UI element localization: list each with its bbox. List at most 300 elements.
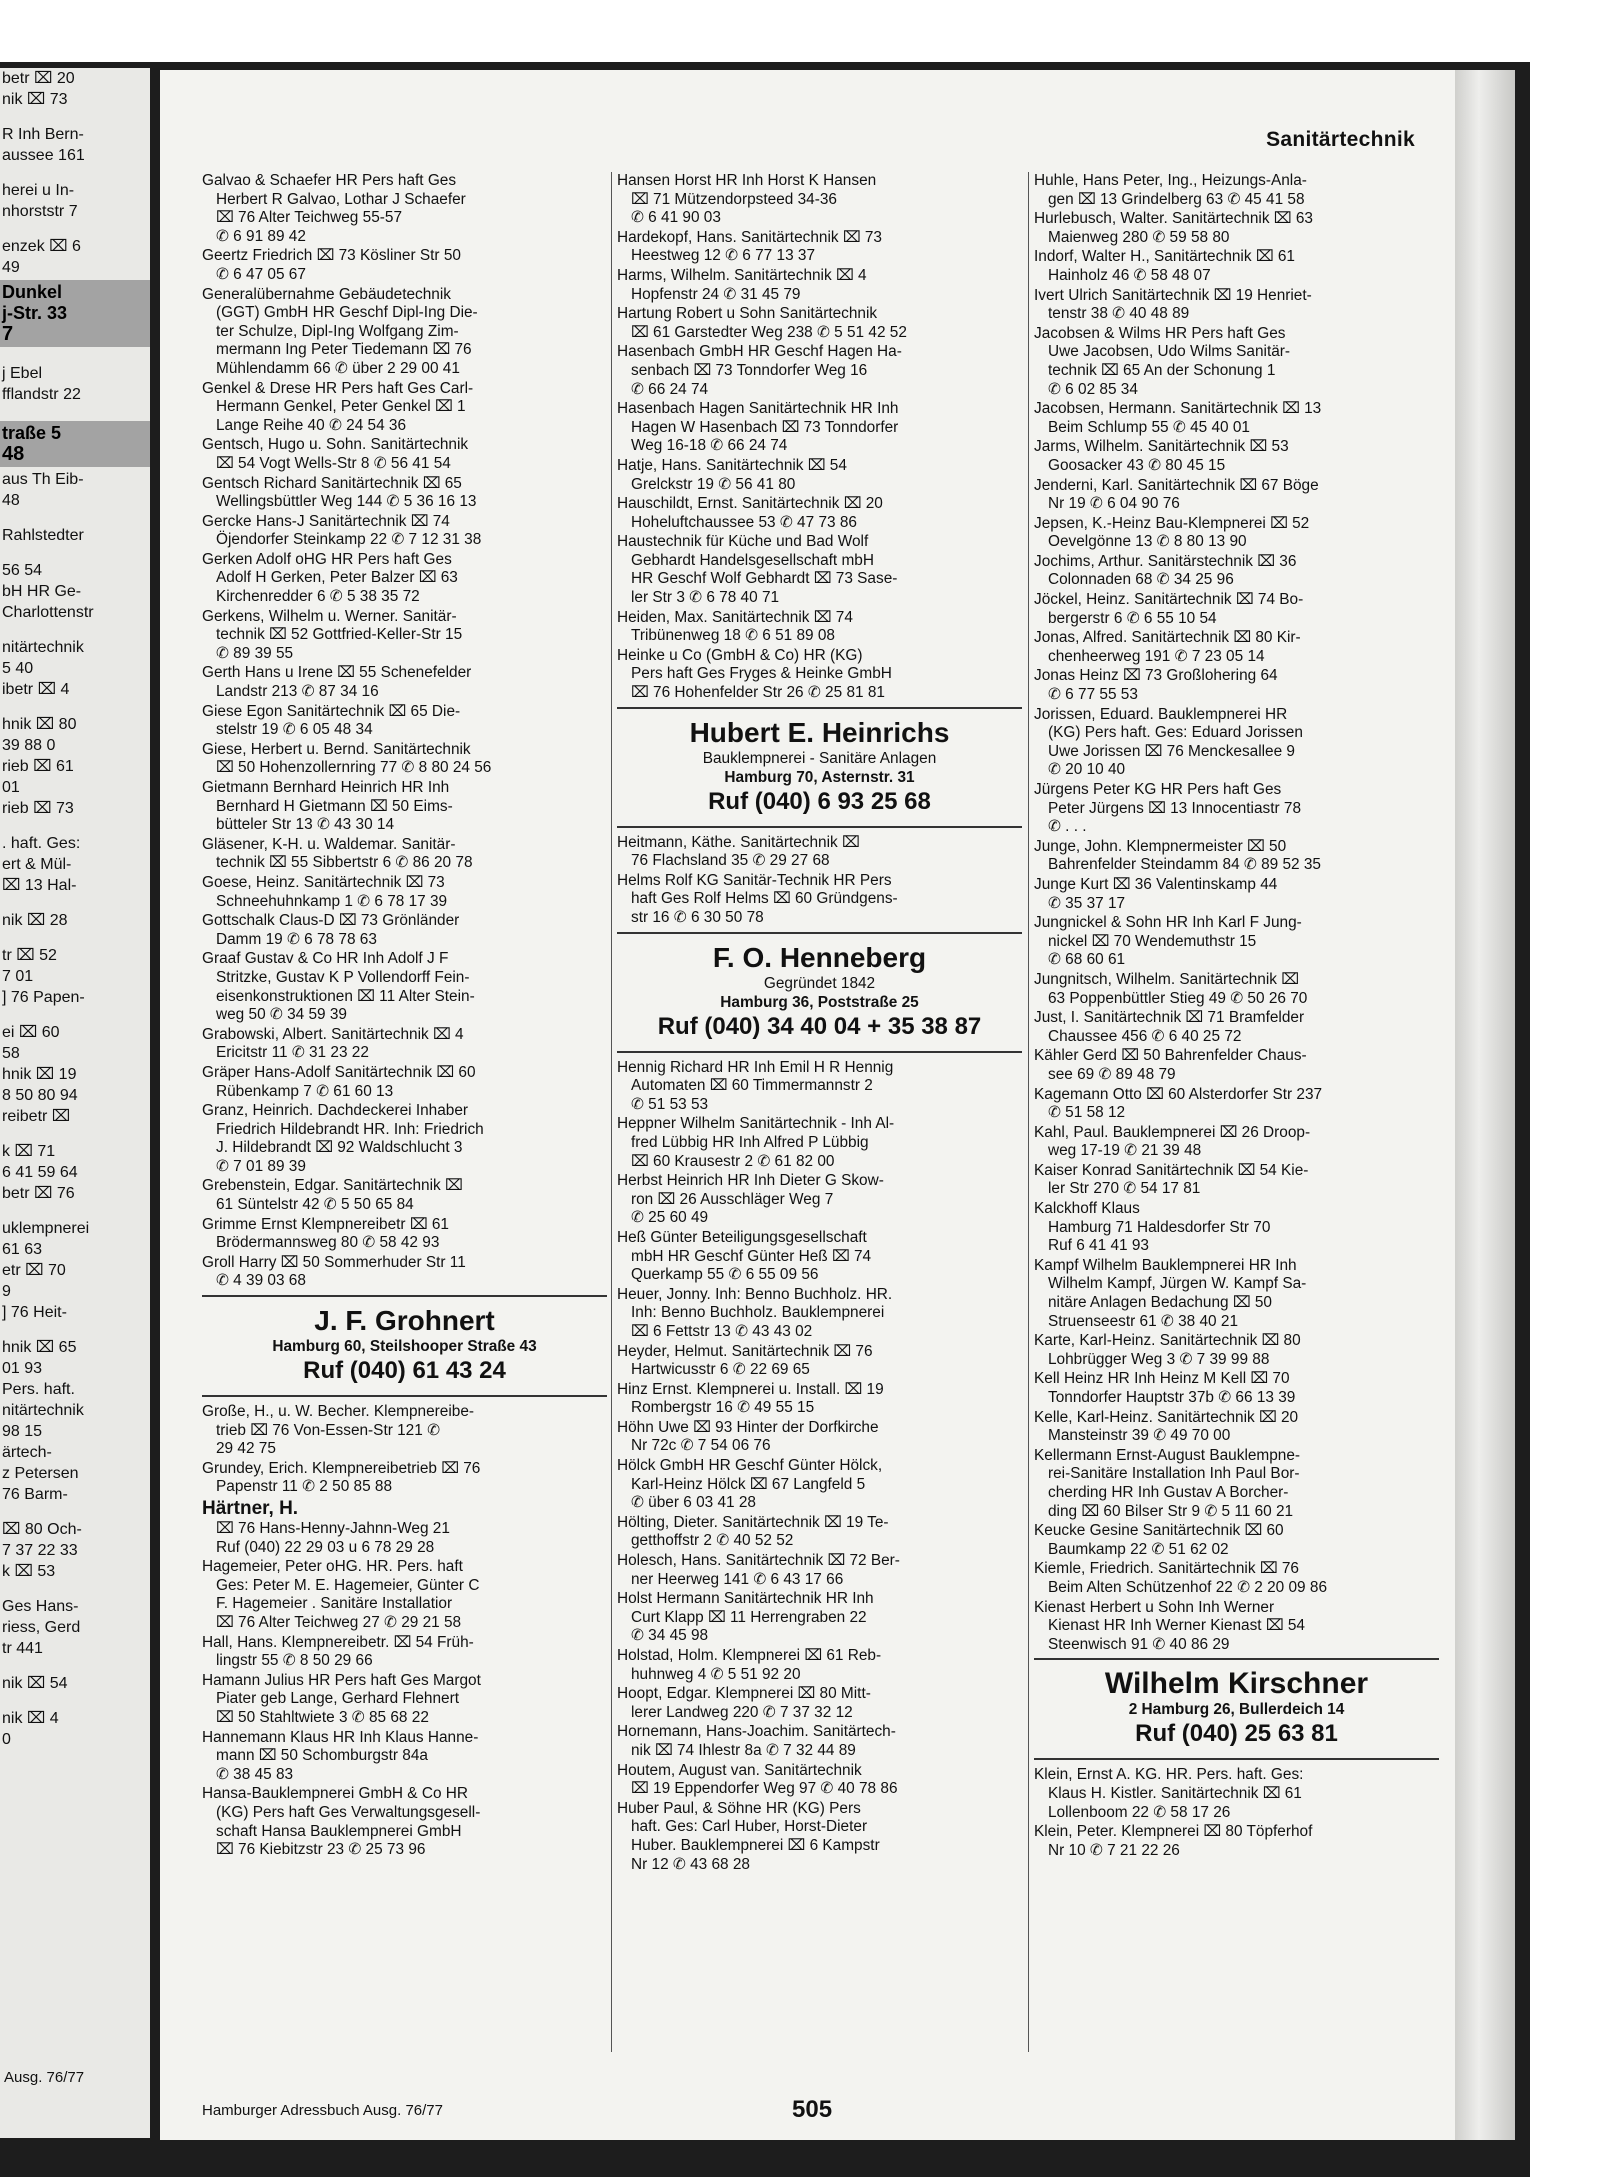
entry-name-line: Karte, Karl-Heinz. Sanitärtechnik ⌧ 80 — [1034, 1332, 1301, 1350]
entry-name-line: Gentsch Richard Sanitärtechnik ⌧ 65 — [202, 474, 462, 492]
left-page-line: 76 Barm- — [2, 1486, 68, 1503]
directory-entry — [202, 1403, 607, 1459]
entry-detail-line: Inh: Benno Buchholz. Bauklempnerei — [631, 1304, 885, 1322]
entry-name-line: Grimme Ernst Klempnereibetr ⌧ 61 — [202, 1215, 449, 1233]
entry-name-line: Kagemann Otto ⌧ 60 Alsterdorfer Str 237 — [1034, 1085, 1323, 1103]
left-page-line: 56 54 — [2, 562, 43, 579]
left-page-line: R Inh Bern- — [2, 126, 84, 143]
directory-entry — [202, 247, 607, 284]
entry-detail-line: Brödermannsweg 80 ✆ 58 42 93 — [216, 1234, 440, 1252]
entry-name-line: Jonas Heinz ⌧ 73 Großlohering 64 — [1034, 667, 1278, 685]
left-page-line: aussee 161 — [2, 147, 85, 164]
entry-name-line: Jenderni, Karl. Sanitärtechnik ⌧ 67 Böge — [1034, 476, 1319, 494]
entry-detail-line: nickel ⌧ 70 Wendemuthstr 15 — [1048, 932, 1257, 950]
entry-detail-line: eisenkonstruktionen ⌧ 11 Alter Stein- — [216, 987, 475, 1005]
left-page-line: 5 40 — [2, 660, 34, 677]
entry-name-line: Hauschildt, Ernst. Sanitärtechnik ⌧ 20 — [617, 495, 883, 513]
column-divider — [611, 172, 612, 2052]
directory-entry — [202, 703, 607, 740]
left-page-lines-top — [0, 68, 150, 278]
page-number: 505 — [792, 2096, 833, 2123]
directory-entry — [617, 533, 1022, 607]
directory-entry — [202, 1558, 607, 1632]
left-page-spacer — [0, 511, 150, 525]
entry-name-line: Hurlebusch, Walter. Sanitärtechnik ⌧ 63 — [1034, 210, 1313, 228]
left-page-spacer — [0, 1505, 150, 1519]
entry-detail-line: ✆ 4 39 03 68 — [216, 1272, 306, 1290]
left-page-line: aus Th Eib- — [2, 471, 84, 488]
entry-name-line: Heppner Wilhelm Sanitärtechnik - Inh Al- — [617, 1115, 895, 1133]
left-page-line: 98 15 — [2, 1423, 43, 1440]
entry-name-line: Jürgens Peter KG HR Pers haft Ges — [1034, 781, 1282, 798]
entry-detail-line: ✆ 51 53 53 — [631, 1095, 709, 1113]
entry-name-line: Klein, Ernst A. KG. HR. Pers. haft. Ges: — [1034, 1766, 1304, 1784]
directory-entry — [617, 1552, 1022, 1589]
ad-address: 2 Hamburg 26, Bullerdeich 14 — [1128, 1701, 1345, 1719]
column-2 — [617, 172, 1022, 1875]
entry-name-line: Holst Hermann Sanitärtechnik HR Inh — [617, 1590, 874, 1608]
entry-detail-line: Herbert R Galvao, Lothar J Schaefer — [216, 190, 466, 208]
directory-entry — [1034, 325, 1439, 399]
entry-detail-line: ✆ . . . — [1048, 818, 1087, 836]
entry-detail-line: fred Lübbig HR Inh Alfred P Lübbig — [631, 1133, 869, 1151]
directory-entry — [202, 1498, 607, 1557]
entry-detail-line: ner Heerweg 141 ✆ 6 43 17 66 — [631, 1570, 844, 1588]
left-page-line: Charlottenstr — [2, 604, 94, 621]
entry-name-line: Holstad, Holm. Klempnerei ⌧ 61 Reb- — [617, 1647, 882, 1664]
entry-detail-line: ✆ 89 39 55 — [216, 644, 294, 662]
entry-detail-line: Hainholz 46 ✆ 58 48 07 — [1048, 266, 1211, 284]
left-page-line: 0 — [2, 1731, 11, 1748]
left-page-line: 58 — [2, 1045, 20, 1062]
entry-detail-line: str 16 ✆ 6 30 50 78 — [631, 909, 764, 926]
entry-name-line: Hamann Julius HR Pers haft Ges Margot — [202, 1671, 481, 1689]
directory-entry — [1034, 629, 1439, 666]
entry-name-line: Granz, Heinrich. Dachdeckerei Inhaber — [202, 1102, 469, 1120]
ad-company-name: Wilhelm Kirschner — [1104, 1667, 1369, 1701]
left-page-spacer — [0, 1204, 150, 1218]
entry-detail-line: Uwe Jacobsen, Udo Wilms Sanitär- — [1048, 343, 1291, 361]
left-page-line: Pers. haft. — [2, 1381, 75, 1398]
entry-name-line: Huhle, Hans Peter, Ing., Heizungs-Anla- — [1034, 172, 1307, 189]
directory-entry — [617, 1590, 1022, 1646]
entry-detail-line: weg 50 ✆ 34 59 39 — [216, 1006, 347, 1024]
directory-entry — [202, 513, 607, 550]
entry-name-line: Galvao & Schaefer HR Pers haft Ges — [202, 172, 457, 189]
left-page-spacer — [0, 1659, 150, 1673]
entry-name-line: Heß Günter Beteiligungsgesellschaft — [617, 1228, 867, 1246]
entry-detail-line: rei-Sanitäre Installation Inh Paul Bor- — [1048, 1465, 1300, 1483]
directory-entry — [1034, 781, 1439, 837]
entry-detail-line: Automaten ⌧ 60 Timmermannstr 2 — [631, 1077, 873, 1095]
entry-name-line: Hartung Robert u Sohn Sanitärtechnik — [617, 305, 878, 323]
entry-name-line: Hennig Richard HR Inh Emil H R Hennig — [617, 1058, 894, 1076]
advertisement-box — [617, 707, 1022, 828]
directory-entry — [617, 872, 1022, 928]
entry-detail-line: haft Ges Rolf Helms ⌧ 60 Gründgens- — [631, 890, 898, 908]
entry-detail-line: Ges: Peter M. E. Hagemeier, Günter C — [216, 1576, 480, 1594]
entry-name-line: Junge Kurt ⌧ 36 Valentinskamp 44 — [1034, 875, 1278, 893]
entry-detail-line: Mühlendamm 66 ✆ über 2 29 00 41 — [216, 359, 460, 377]
left-page-spacer — [0, 1582, 150, 1596]
entry-name-line: Jöckel, Heinz. Sanitärtechnik ⌧ 74 Bo- — [1034, 591, 1304, 609]
entry-detail-line: senbach ⌧ 73 Tonndorfer Weg 16 — [631, 361, 868, 379]
directory-entry — [617, 609, 1022, 646]
entry-detail-line: ⌧ 54 Vogt Wells-Str 8 ✆ 56 41 54 — [216, 454, 451, 472]
left-page-line: 6 41 59 64 — [2, 1164, 78, 1181]
directory-entry — [617, 400, 1022, 456]
entry-detail-line: ⌧ 76 Alter Teichweg 27 ✆ 29 21 58 — [216, 1613, 462, 1631]
entry-name-line: Hasenbach GmbH HR Geschf Hagen Ha- — [617, 343, 902, 361]
directory-entry — [1034, 1370, 1439, 1407]
entry-detail-line: Rombergstr 16 ✆ 49 55 15 — [631, 1399, 815, 1417]
entry-name-line: Hatje, Hans. Sanitärtechnik ⌧ 54 — [617, 456, 847, 474]
entry-detail-line: ⌧ 71 Mützendorpsteed 34-36 — [631, 190, 837, 208]
directory-entry — [1034, 1086, 1439, 1123]
directory-entry — [617, 1419, 1022, 1456]
box-strasse-line1: traße 5 — [2, 423, 62, 443]
entry-detail-line: Heestweg 12 ✆ 6 77 13 37 — [631, 247, 816, 265]
entry-detail-line: Struenseestr 61 ✆ 38 40 21 — [1048, 1312, 1239, 1330]
entry-detail-line: technik ⌧ 65 An der Schonung 1 — [1048, 361, 1276, 379]
directory-entry — [617, 1059, 1022, 1115]
left-page-spacer — [0, 896, 150, 910]
entry-detail-line: Friedrich Hildebrandt HR. Inh: Friedrich — [216, 1120, 484, 1138]
directory-entry — [617, 1514, 1022, 1551]
entry-detail-line: ⌧ 76 Alter Teichweg 55-57 — [216, 209, 403, 227]
directory-entry — [202, 475, 607, 512]
left-page-line: 39 88 0 — [2, 737, 56, 754]
directory-entry — [1034, 172, 1439, 209]
entry-name-line: Kalckhoff Klaus — [1034, 1200, 1140, 1218]
page-header-title: Sanitärtechnik — [1266, 128, 1415, 151]
column-divider — [1028, 172, 1029, 2052]
left-page-line: hnik ⌧ 80 — [2, 716, 77, 733]
entry-detail-line: Hamburg 71 Haldesdorfer Str 70 — [1048, 1218, 1271, 1236]
entry-detail-line: Grelckstr 19 ✆ 56 41 80 — [631, 475, 796, 493]
entry-detail-line: Lohbrügger Weg 3 ✆ 7 39 99 88 — [1048, 1350, 1270, 1368]
left-page-line: nhorststr 7 — [2, 203, 78, 220]
entry-detail-line: ✆ 6 91 89 42 — [216, 227, 306, 245]
directory-entry — [202, 1460, 607, 1497]
entry-detail-line: Hartwicusstr 6 ✆ 22 69 65 — [631, 1361, 810, 1379]
directory-entry — [202, 1672, 607, 1728]
ad-company-name: F. O. Henneberg — [712, 941, 927, 973]
entry-detail-line: Piater geb Lange, Gerhard Flehnert — [216, 1690, 459, 1708]
left-page-line: ⌧ 13 Hal- — [2, 877, 77, 894]
entry-detail-line: Landstr 213 ✆ 87 34 16 — [216, 683, 379, 701]
left-page-line: hnik ⌧ 19 — [2, 1066, 77, 1083]
left-page-line: 7 01 — [2, 968, 34, 985]
directory-entry — [1034, 1047, 1439, 1084]
entry-name-line: Heitmann, Käthe. Sanitärtechnik ⌧ — [617, 833, 860, 851]
entry-detail-line: Peter Jürgens ⌧ 13 Innocentiastr 78 — [1048, 799, 1302, 817]
directory-entry — [202, 741, 607, 778]
entry-name-line: Hasenbach Hagen Sanitärtechnik HR Inh — [617, 400, 899, 418]
left-page-spacer — [0, 1694, 150, 1708]
directory-entry — [1034, 1409, 1439, 1446]
box-dunkel-line3: 7 — [2, 323, 14, 345]
entry-detail-line: ⌧ 76 Hohenfelder Str 26 ✆ 25 81 81 — [631, 684, 885, 702]
ad-phone: Ruf (040) 6 93 25 68 — [708, 787, 931, 815]
entry-detail-line: Adolf H Gerken, Peter Balzer ⌧ 63 — [216, 569, 458, 587]
entry-detail-line: ✆ über 6 03 41 28 — [631, 1494, 756, 1512]
entry-name-line: Ivert Ulrich Sanitärtechnik ⌧ 19 Henriet- — [1034, 286, 1312, 304]
advertisement-box — [202, 1295, 607, 1397]
entry-detail-line: (KG) Pers haft Ges Verwaltungsgesell- — [216, 1803, 481, 1821]
entry-detail-line: Hermann Genkel, Peter Genkel ⌧ 1 — [216, 398, 466, 416]
directory-entry — [617, 1457, 1022, 1513]
left-page-line: riess, Gerd — [2, 1619, 81, 1636]
left-page-lines-bottom — [0, 469, 150, 1750]
entry-name-line: Hardekopf, Hans. Sanitärtechnik ⌧ 73 — [617, 228, 882, 246]
directory-page — [160, 70, 1455, 2140]
directory-entry — [1034, 400, 1439, 437]
entry-name-line: Harms, Wilhelm. Sanitärtechnik ⌧ 4 — [617, 266, 867, 284]
directory-entry — [1034, 1823, 1439, 1860]
entry-name-line: Hornemann, Hans-Joachim. Sanitärtech- — [617, 1723, 896, 1741]
entry-detail-line: technik ⌧ 52 Gottfried-Keller-Str 15 — [216, 626, 463, 644]
directory-entry — [1034, 210, 1439, 247]
entry-name-line: Hoopt, Edgar. Klempnerei ⌧ 80 Mitt- — [617, 1685, 871, 1703]
entry-detail-line: ✆ 6 41 90 03 — [631, 209, 721, 227]
directory-entry — [202, 874, 607, 911]
left-page-line: . haft. Ges: — [2, 835, 81, 852]
entry-name-line: Höhn Uwe ⌧ 93 Hinter der Dorfkirche — [617, 1418, 879, 1436]
left-page-spacer — [0, 1323, 150, 1337]
left-page-line: uklempnerei — [2, 1220, 90, 1237]
left-page-line: ärtech- — [2, 1444, 52, 1461]
entry-name-line: Huber Paul, & Söhne HR (KG) Pers — [617, 1799, 861, 1817]
directory-entry — [617, 305, 1022, 342]
entry-detail-line: F. Hagemeier . Sanitäre Installatior — [216, 1595, 453, 1613]
entry-name-line: Gläsener, K-H. u. Waldemar. Sanitär- — [202, 835, 456, 853]
left-page-spacer — [0, 819, 150, 833]
entry-name-line: Klein, Peter. Klempnerei ⌧ 80 Töpferhof — [1034, 1823, 1313, 1841]
entry-detail-line: bergerstr 6 ✆ 6 55 10 54 — [1048, 609, 1217, 627]
directory-entry — [202, 1634, 607, 1671]
directory-entry — [202, 172, 607, 246]
directory-entry — [1034, 706, 1439, 780]
directory-entry — [202, 1102, 607, 1176]
entry-name-line: Junge, John. Klempnermeister ⌧ 50 — [1034, 837, 1287, 855]
entry-detail-line: haft. Ges: Carl Huber, Horst-Dieter — [631, 1818, 868, 1836]
directory-entry — [202, 836, 607, 873]
entry-name-line: Jacobsen & Wilms HR Pers haft Ges — [1034, 324, 1286, 342]
directory-entry — [617, 1647, 1022, 1684]
left-page-line: ei ⌧ 60 — [2, 1024, 60, 1041]
ad-address: Hamburg 60, Steilshooper Straße 43 — [272, 1338, 537, 1356]
directory-entry — [202, 286, 607, 379]
entry-name-line: Keucke Gesine Sanitärtechnik ⌧ 60 — [1034, 1522, 1284, 1540]
entry-name-line: Hansen Horst HR Inh Horst K Hansen — [617, 172, 877, 189]
entry-detail-line: Uwe Jorissen ⌧ 76 Menckesallee 9 — [1048, 742, 1295, 760]
left-page-line: 61 63 — [2, 1241, 43, 1258]
entry-detail-line: Huber. Bauklempnerei ⌧ 6 Kampstr — [631, 1836, 880, 1854]
entry-name-line: Jarms, Wilhelm. Sanitärtechnik ⌧ 53 — [1034, 438, 1289, 456]
entry-detail-line: getthoffstr 2 ✆ 40 52 52 — [631, 1532, 794, 1550]
entry-detail-line: Bahrenfelder Steindamm 84 ✆ 89 52 35 — [1048, 856, 1321, 874]
left-page-line: nik ⌧ 28 — [2, 912, 68, 929]
directory-entry — [1034, 248, 1439, 285]
entry-detail-line: Goosacker 43 ✆ 80 45 15 — [1048, 456, 1226, 474]
entry-detail-line: Hagen W Hasenbach ⌧ 73 Tonndorfer — [631, 418, 899, 436]
entry-detail-line: Tonndorfer Hauptstr 37b ✆ 66 13 39 — [1048, 1389, 1296, 1406]
directory-entry — [617, 1381, 1022, 1418]
left-page-line: nitärtechnik — [2, 639, 84, 656]
directory-entry — [202, 779, 607, 835]
directory-entry — [617, 343, 1022, 399]
directory-entry — [617, 647, 1022, 703]
entry-name-line: Kampf Wilhelm Bauklempnerei HR Inh — [1034, 1256, 1297, 1274]
left-page-line: ⌧ 80 Och- — [2, 1521, 82, 1538]
entry-name-line: Jochims, Arthur. Sanitärstechnik ⌧ 36 — [1034, 552, 1297, 570]
directory-entry — [617, 457, 1022, 494]
entry-detail-line: ✆ 6 02 85 34 — [1048, 380, 1138, 398]
left-page-line: nik ⌧ 4 — [2, 1710, 59, 1727]
entry-detail-line: ler Str 270 ✆ 54 17 81 — [1048, 1180, 1201, 1198]
entry-detail-line: tenstr 38 ✆ 40 48 89 — [1048, 305, 1190, 323]
entry-name-line: Kelle, Karl-Heinz. Sanitärtechnik ⌧ 20 — [1034, 1408, 1299, 1426]
directory-entry — [202, 912, 607, 949]
entry-detail-line: Nr 72c ✆ 7 54 06 76 — [631, 1437, 771, 1455]
entry-detail-line: ✆ 34 45 98 — [631, 1627, 709, 1645]
entry-detail-line: Nr 19 ✆ 6 04 90 76 — [1048, 495, 1180, 513]
directory-entry — [202, 436, 607, 473]
left-page-line: Rahlstedter — [2, 527, 84, 544]
directory-entry — [202, 551, 607, 607]
entry-detail-line: Kirchenredder 6 ✆ 5 38 35 72 — [216, 588, 420, 606]
entry-name-line: Jungnitsch, Wilhelm. Sanitärtechnik ⌧ — [1034, 970, 1299, 988]
entry-detail-line: Lange Reihe 40 ✆ 24 54 36 — [216, 416, 407, 434]
entry-detail-line: Kienast HR Inh Werner Kienast ⌧ 54 — [1048, 1617, 1305, 1635]
directory-entry — [202, 1785, 607, 1859]
entry-detail-line: Damm 19 ✆ 6 78 78 63 — [216, 930, 377, 948]
directory-entry — [202, 950, 607, 1024]
entry-name-line: Goese, Heinz. Sanitärtechnik ⌧ 73 — [202, 873, 445, 891]
footer-source: Hamburger Adressbuch Ausg. 76/77 — [202, 2102, 443, 2119]
entry-detail-line: weg 17-19 ✆ 21 39 48 — [1048, 1142, 1202, 1160]
entry-detail-line: Schneehuhnkamp 1 ✆ 6 78 17 39 — [216, 892, 448, 910]
entry-name-line: Kellermann Ernst-August Bauklempne- — [1034, 1446, 1301, 1464]
entry-name-line: Gentsch, Hugo u. Sohn. Sanitärtechnik — [202, 436, 469, 454]
entry-detail-line: ⌧ 76 Hans-Henny-Jahnn-Weg 21 — [216, 1520, 450, 1537]
entry-detail-line: ✆ 35 37 17 — [1048, 894, 1126, 912]
directory-entry — [1034, 553, 1439, 590]
entry-name-line: Jorissen, Eduard. Bauklempnerei HR — [1034, 705, 1288, 723]
entry-detail-line: Papenstr 11 ✆ 2 50 85 88 — [216, 1478, 393, 1496]
entry-detail-line: Ericitstr 11 ✆ 31 23 22 — [216, 1044, 369, 1062]
entry-name-line: Gerkens, Wilhelm u. Werner. Sanitär- — [202, 607, 457, 625]
directory-entry — [1034, 1766, 1439, 1822]
left-page-line: 01 93 — [2, 1360, 43, 1377]
left-page-line: k ⌧ 53 — [2, 1563, 56, 1580]
entry-name-line: Hall, Hans. Klempnereibetr. ⌧ 54 Früh- — [202, 1633, 474, 1651]
entry-detail-line: ⌧ 61 Garstedter Weg 238 ✆ 5 51 42 52 — [631, 323, 907, 341]
entry-detail-line: Hopfenstr 24 ✆ 31 45 79 — [631, 285, 801, 303]
left-page-line: etr ⌧ 70 — [2, 1262, 66, 1279]
left-page-line: tr ⌧ 52 — [2, 947, 57, 964]
entry-name-line: Hölting, Dieter. Sanitärtechnik ⌧ 19 Te- — [617, 1513, 889, 1531]
entry-name-line: Jacobsen, Hermann. Sanitärtechnik ⌧ 13 — [1034, 400, 1322, 418]
entry-detail-line: Rübenkamp 7 ✆ 61 60 13 — [216, 1082, 394, 1100]
entry-detail-line: Wellingsbüttler Weg 144 ✆ 5 36 16 13 — [216, 493, 477, 511]
left-page-spacer — [0, 1127, 150, 1141]
directory-entry — [1034, 1124, 1439, 1161]
entry-name-line: Kiemle, Friedrich. Sanitärtechnik ⌧ 76 — [1034, 1560, 1299, 1578]
left-page-line: ] 76 Heit- — [2, 1304, 67, 1321]
column-3 — [1034, 172, 1439, 1861]
directory-entry — [617, 1723, 1022, 1760]
left-page-spacer — [0, 110, 150, 124]
entry-name-line: Große, H., u. W. Becher. Klempnereibe- — [202, 1403, 475, 1421]
left-page-line: betr ⌧ 20 — [2, 70, 75, 87]
left-page-line: enzek ⌧ 6 — [2, 238, 81, 255]
entry-name-line: Grundey, Erich. Klempnereibetrieb ⌧ 76 — [202, 1459, 481, 1477]
directory-entry — [1034, 667, 1439, 704]
entry-detail-line: ⌧ 50 Hohenzollernring 77 ✆ 8 80 24 56 — [216, 759, 492, 777]
entry-detail-line: gen ⌧ 13 Grindelberg 63 ✆ 45 41 58 — [1048, 190, 1305, 208]
entry-detail-line: (GGT) GmbH HR Geschf Dipl-Ing Die- — [216, 304, 478, 322]
entry-detail-line: Colonnaden 68 ✆ 34 25 96 — [1048, 571, 1234, 589]
entry-name-line: Kell Heinz HR Inh Heinz M Kell ⌧ 70 — [1034, 1370, 1290, 1388]
entry-name-line: Indorf, Walter H., Sanitärtechnik ⌧ 61 — [1034, 248, 1295, 266]
entry-detail-line: Ruf (040) 22 29 03 u 6 78 29 28 — [216, 1538, 435, 1556]
ad-company-name: Hubert E. Heinrichs — [689, 716, 950, 748]
left-page-footer: Ausg. 76/77 — [4, 2069, 85, 2086]
entry-detail-line: ron ⌧ 26 Ausschläger Weg 7 — [631, 1190, 834, 1208]
left-page-line: k ⌧ 71 — [2, 1143, 56, 1160]
entry-detail-line: 29 42 75 — [216, 1440, 276, 1458]
entry-detail-line: ⌧ 6 Fettstr 13 ✆ 43 43 02 — [631, 1322, 813, 1340]
entry-name-line: Jungnickel & Sohn HR Inh Karl F Jung- — [1034, 914, 1302, 932]
entry-name-line: Hölck GmbH HR Geschf Günter Hölck, — [617, 1457, 883, 1475]
entry-name-line: Kähler Gerd ⌧ 50 Bahrenfelder Chaus- — [1034, 1047, 1307, 1065]
entry-name-line: Geertz Friedrich ⌧ 73 Kösliner Str 50 — [202, 247, 461, 265]
entry-detail-line: nik ⌧ 74 Ihlestr 8a ✆ 7 32 44 89 — [631, 1741, 856, 1759]
entry-detail-line: ⌧ 19 Eppendorfer Weg 97 ✆ 40 78 86 — [631, 1780, 898, 1798]
left-page-line: ert & Mül- — [2, 856, 72, 873]
entry-detail-line: Baumkamp 22 ✆ 51 62 02 — [1048, 1540, 1229, 1558]
entry-detail-line: Lollenboom 22 ✆ 58 17 26 — [1048, 1803, 1231, 1821]
entry-detail-line: Nr 10 ✆ 7 21 22 26 — [1048, 1841, 1180, 1859]
entry-detail-line: ⌧ 50 Stahltwiete 3 ✆ 85 68 22 — [216, 1708, 429, 1726]
left-page-line: 8 50 80 94 — [2, 1087, 78, 1104]
entry-detail-line: Weg 16-18 ✆ 66 24 74 — [631, 437, 788, 455]
entry-detail-line: J. Hildebrandt ⌧ 92 Waldschlucht 3 — [216, 1139, 463, 1157]
advertisement-box — [617, 932, 1022, 1053]
entry-name-line: Helms Rolf KG Sanitär-Technik HR Pers — [617, 871, 892, 889]
entry-name-line: Gräper Hans-Adolf Sanitärtechnik ⌧ 60 — [202, 1063, 476, 1081]
entry-detail-line: Stritzke, Gustav K P Vollendorff Fein- — [216, 968, 470, 986]
entry-detail-line: Gebhardt Handelsgesellschaft mbH — [631, 551, 874, 569]
entry-detail-line: 76 Flachsland 35 ✆ 29 27 68 — [631, 852, 830, 870]
entry-name-line: Grabowski, Albert. Sanitärtechnik ⌧ 4 — [202, 1025, 464, 1043]
entry-name-line: Herbst Heinrich HR Inh Dieter G Skow- — [617, 1172, 884, 1190]
entry-name-line: Hinz Ernst. Klempnerei u. Install. ⌧ 19 — [617, 1380, 884, 1398]
directory-entry — [202, 1064, 607, 1101]
directory-entry — [1034, 1560, 1439, 1597]
directory-entry — [202, 1254, 607, 1291]
entry-name-line: Generalübernahme Gebäudetechnik — [202, 285, 451, 303]
left-page-line: Ges Hans- — [2, 1598, 79, 1615]
box-dunkel-line2: j-Str. 33 — [2, 303, 68, 323]
entry-detail-line: mann ⌧ 50 Schomburgstr 84a — [216, 1747, 428, 1765]
left-page-spacer — [0, 222, 150, 236]
entry-detail-line: Tribünenweg 18 ✆ 6 51 89 08 — [631, 627, 835, 645]
directory-entry — [617, 1229, 1022, 1285]
entry-detail-line: ler Str 3 ✆ 6 78 40 71 — [631, 589, 780, 607]
